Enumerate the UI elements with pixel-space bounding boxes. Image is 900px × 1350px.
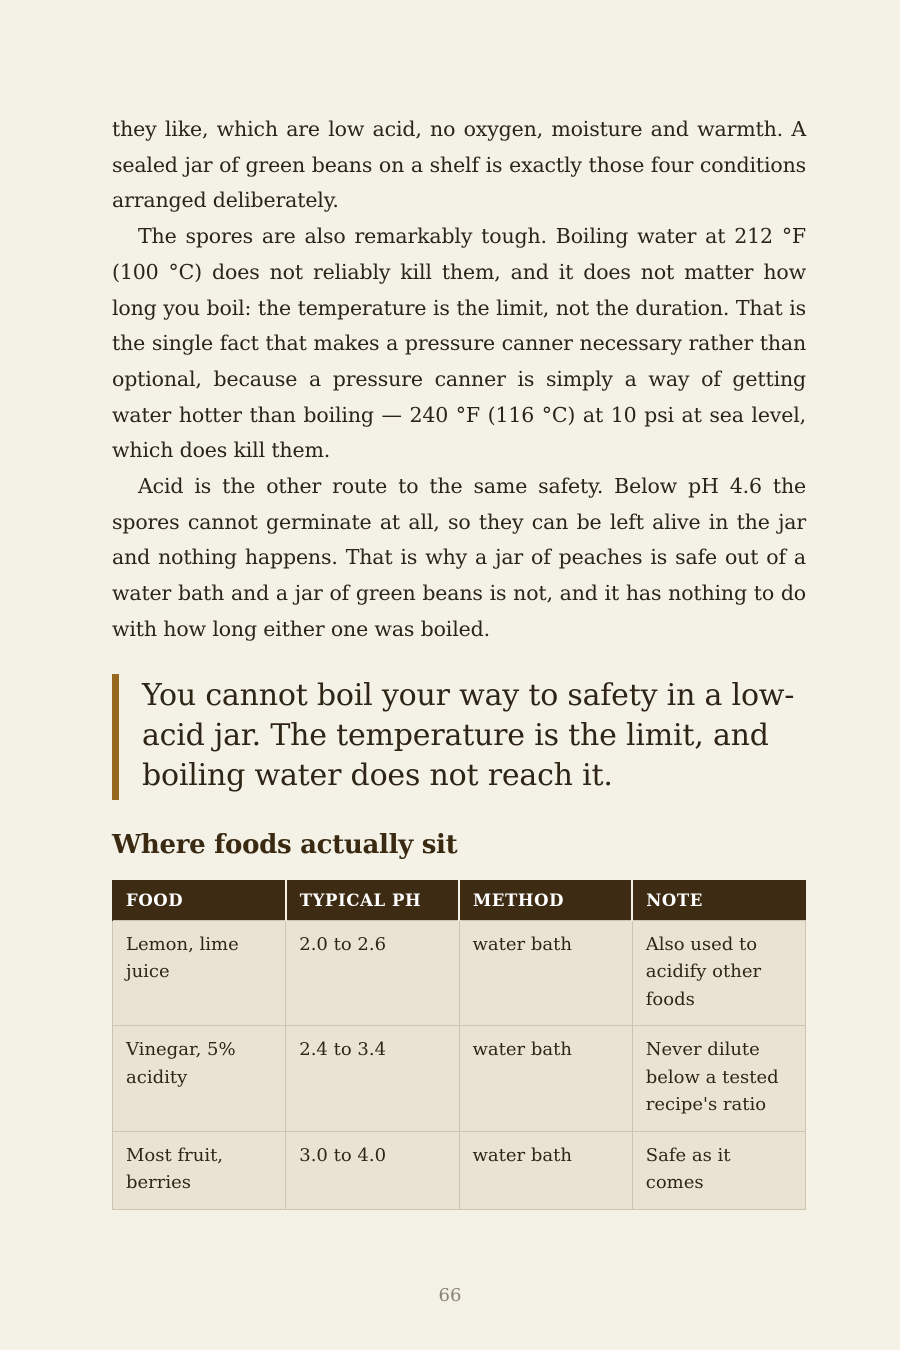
column-header-note: NOTE (632, 880, 805, 920)
table-cell: water bath (459, 920, 632, 1026)
table-cell: Safe as it comes (632, 1131, 805, 1209)
table-cell: 3.0 to 4.0 (286, 1131, 459, 1209)
page-body (112, 112, 806, 1210)
table-row (113, 1026, 806, 1132)
table-cell: 2.4 to 3.4 (286, 1026, 459, 1132)
body-paragraph: they like, which are low acid, no oxygen, moisture and warmth. A sealed jar of green beans on a shelf is exactly those four conditions arranged deliberately. (112, 117, 806, 213)
section-title: Where foods actually sit (112, 829, 458, 860)
page-number: 66 (438, 1285, 462, 1306)
table-cell: Vinegar, 5% acidity (113, 1026, 286, 1132)
table-cell: 2.0 to 2.6 (286, 920, 459, 1026)
table-row (113, 1131, 806, 1209)
table-row (113, 920, 806, 1026)
column-header-ph: TYPICAL PH (286, 880, 459, 920)
table-cell: Lemon, lime juice (113, 920, 286, 1026)
pull-quote: You cannot boil your way to safety in a low-acid jar. The temperature is the limit, and boiling water does not reach it. (112, 674, 806, 800)
table-cell: water bath (459, 1131, 632, 1209)
body-paragraph: Acid is the other route to the same safety. Below pH 4.6 the spores cannot germinate at all, so they can be left alive in the jar and nothing happens. That is why a jar of peaches is safe out of a water bath and a jar of green beans is not, and it has nothing to do with how long either one was boiled. (112, 474, 806, 641)
table-header-row (113, 880, 806, 920)
table-cell: Most fruit, berries (113, 1131, 286, 1209)
table-cell: Never dilute below a tested recipe's ratio (632, 1026, 805, 1132)
column-header-food: FOOD (113, 880, 286, 920)
table-cell: Also used to acidify other foods (632, 920, 805, 1026)
ph-table (112, 880, 806, 1210)
table-cell: water bath (459, 1026, 632, 1132)
body-paragraph: The spores are also remarkably tough. Boiling water at 212 °F (100 °C) does not reliably kill them, and it does not matter how long you boil: the temperature is the limit, not the duration. That is the single fact that makes a pressure canner necessary rather than optional, because a pressure canner is simply a way of getting water hotter than boiling — 240 °F (116 °C) at 10 psi at sea level, which does kill them. (112, 224, 806, 463)
column-header-method: METHOD (459, 880, 632, 920)
